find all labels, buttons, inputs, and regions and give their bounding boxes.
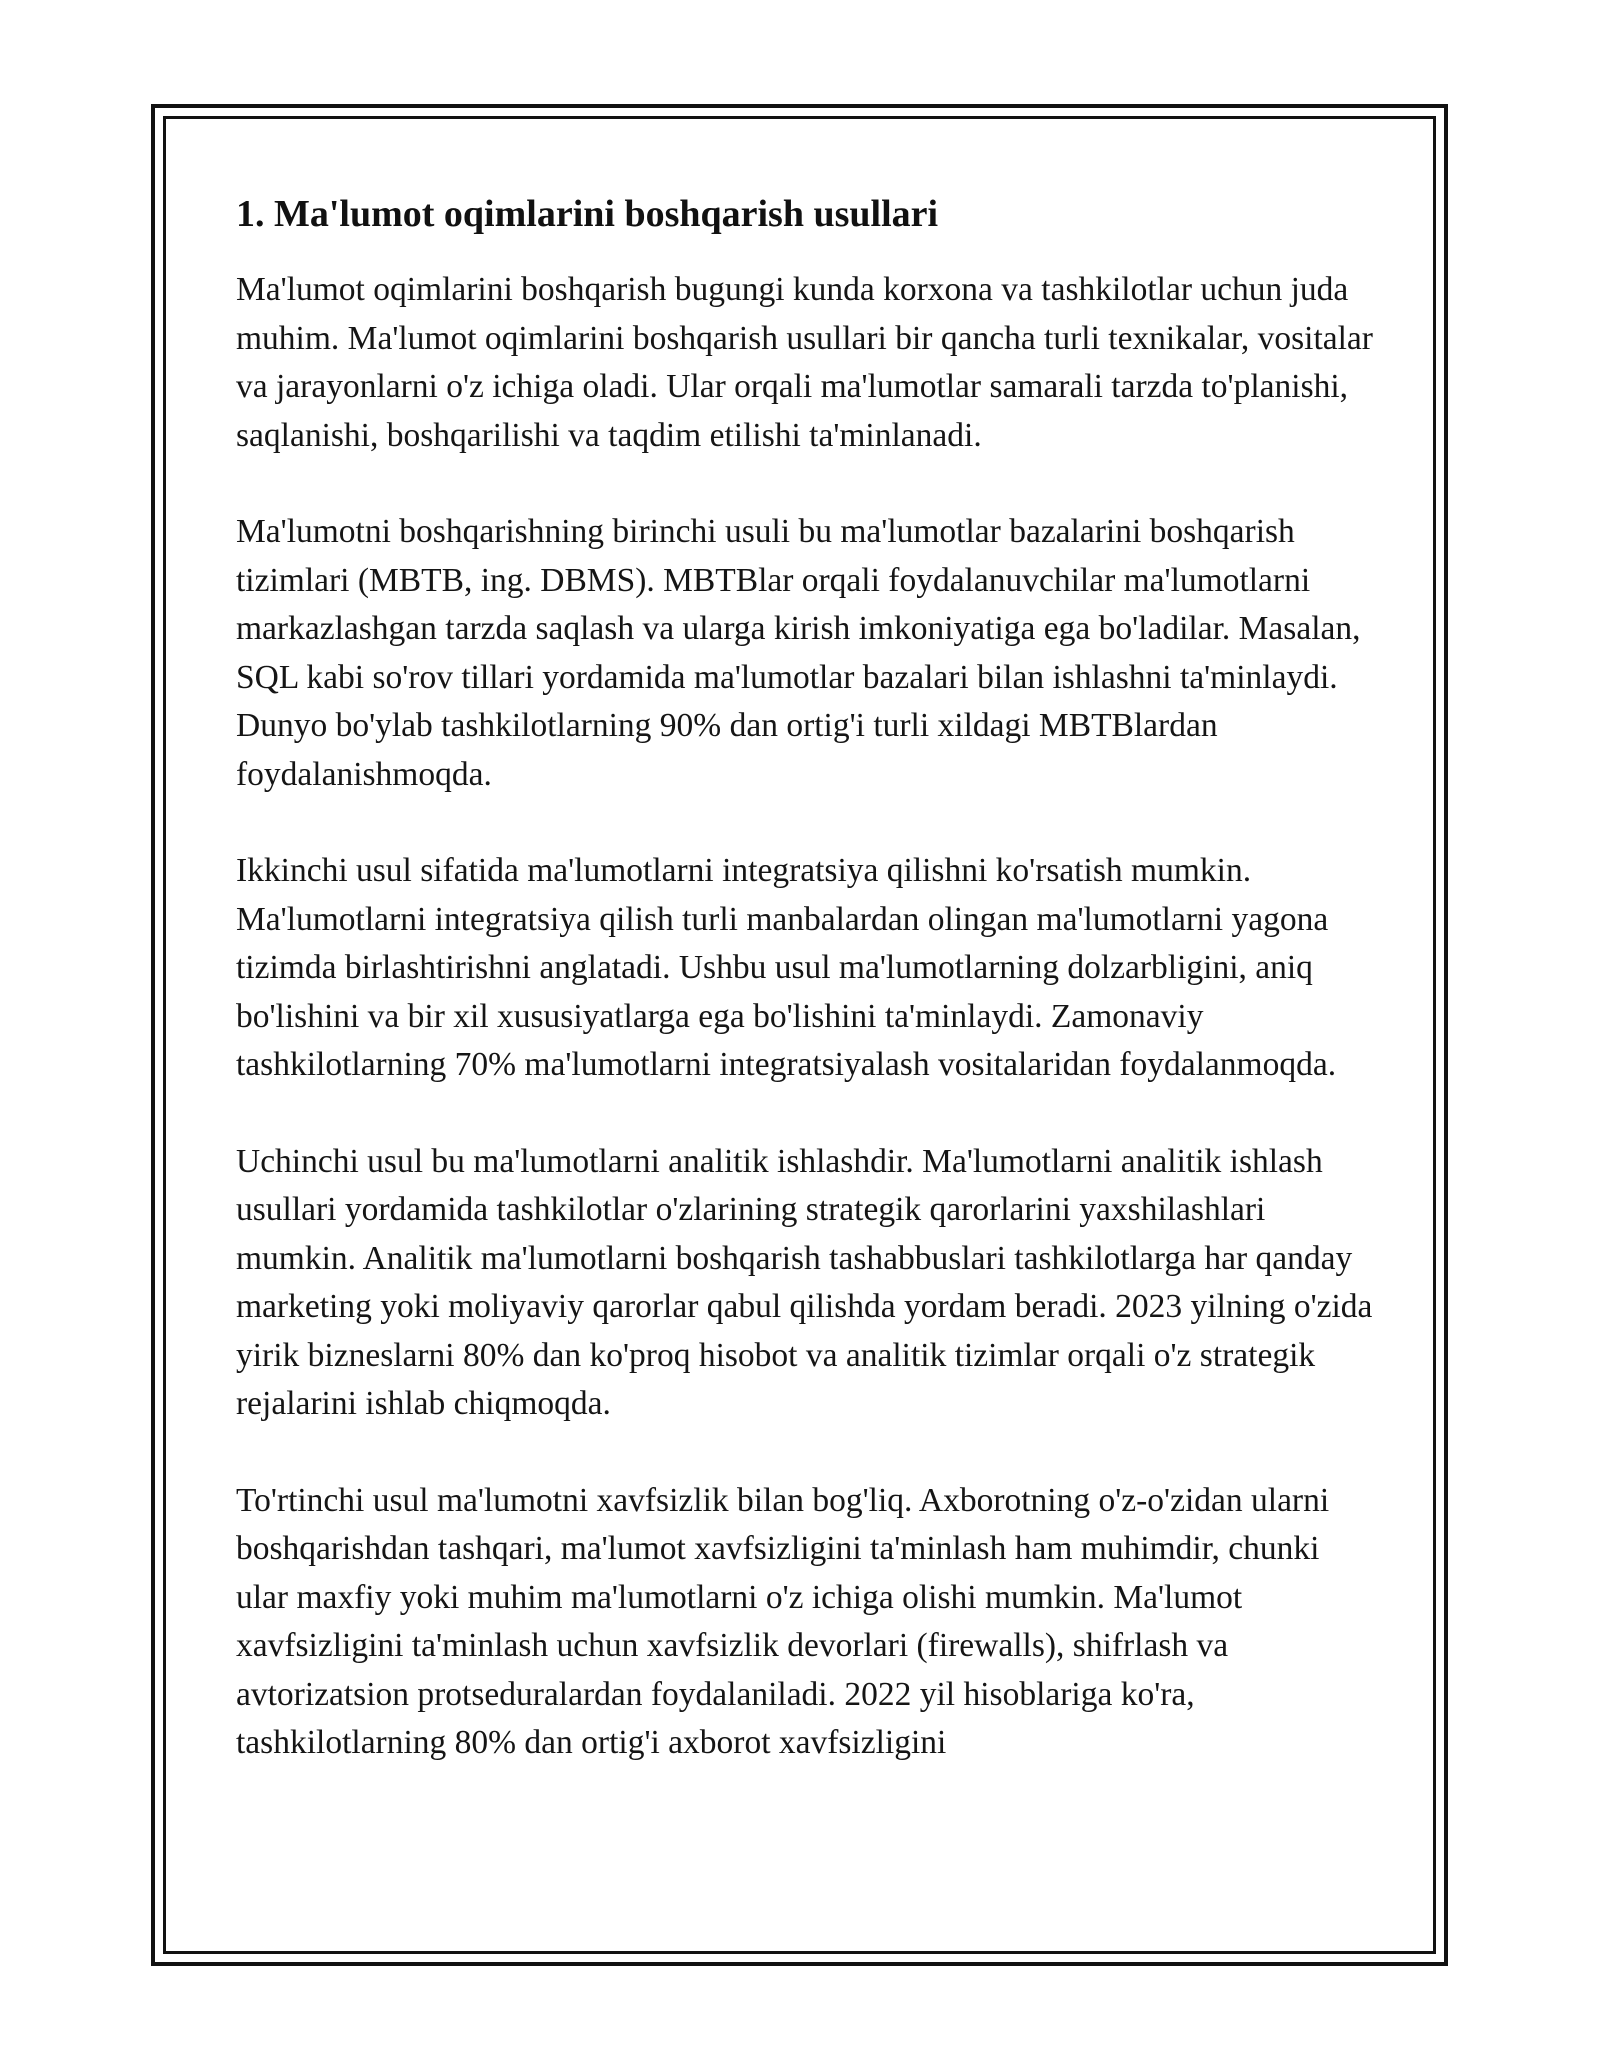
paragraph-first-method: Ma'lumotni boshqarishning birinchi usuli bu ma'lumotlar bazalarini boshqarish tizimlari (MBTB, ing. DBMS). MBTBlar orqali foydalanuvchilar ma'lumotlarni markazlashgan tarzda saqlash va ularga kirish imkoniyatiga ega bo'ladilar. Masalan, SQL kabi so'rov tillari yordamida ma'lumotlar bazalari bilan ishlashni ta'minlaydi. Dunyo bo'ylab tashkilotlarning 90% dan ortig'i turli xildagi MBTBlardan foydalanishmoqda.: [236, 513, 1361, 793]
paragraph-intro: Ma'lumot oqimlarini boshqarish bugungi kunda korxona va tashkilotlar uchun juda muhim. Ma'lumot oqimlarini boshqarish usullari bir qancha turli texnikalar, vositalar va jarayonlarni o'z ichiga oladi. Ular orqali ma'lumotlar samarali tarzda to'planishi, saqlanishi, boshqarilishi va taqdim etilishi ta'minlanadi.: [236, 271, 1373, 454]
paragraph-third-method: Uchinchi usul bu ma'lumotlarni analitik ishlashdir. Ma'lumotlarni analitik ishlash usullari yordamida tashkilotlar o'zlarining strategik qarorlarini yaxshilashlari mumkin. Analitik ma'lumotlarni boshqarish tashabbuslari tashkilotlarga har qanday marketing yoki moliyaviy qarorlar qabul qilishda yordam beradi. 2023 yilning o'zida yirik bizneslarni 80% dan ko'proq hisobot va analitik tizimlar orqali o'z strategik rejalarini ishlab chiqmoqda.: [236, 1142, 1373, 1422]
paragraph-fourth-method: To'rtinchi usul ma'lumotni xavfsizlik bilan bog'liq. Axborotning o'z-o'zidan ularni boshqarishdan tashqari, ma'lumot xavfsizligini ta'minlash ham muhimdir, chunki ular maxfiy yoki muhim ma'lumotlarni o'z ichiga olishi mumkin. Ma'lumot xavfsizligini ta'minlash uchun xavfsizlik devorlari (firewalls), shifrlash va avtorizatsion protseduralardan foydalaniladi. 2022 yil hisoblariga ko'ra, tashkilotlarning 80% dan ortig'i axborot xavfsizligini: [236, 1481, 1330, 1761]
section-heading: 1. Ma'lumot oqimlarini boshqarish usullari: [236, 193, 939, 235]
document-body: [236, 190, 1376, 1816]
paragraph-second-method: Ikkinchi usul sifatida ma'lumotlarni integratsiya qilishni ko'rsatish mumkin. Ma'lumotlarni integratsiya qilish turli manbalardan olingan ma'lumotlarni yagona tizimda birlashtirishni anglatadi. Ushbu usul ma'lumotlarning dolzarbligini, aniq bo'lishini va bir xil xususiyatlarga ega bo'lishini ta'minlaydi. Zamonaviy tashkilotlarning 70% ma'lumotlarni integratsiyalash vositalaridan foydalanmoqda.: [236, 852, 1337, 1083]
